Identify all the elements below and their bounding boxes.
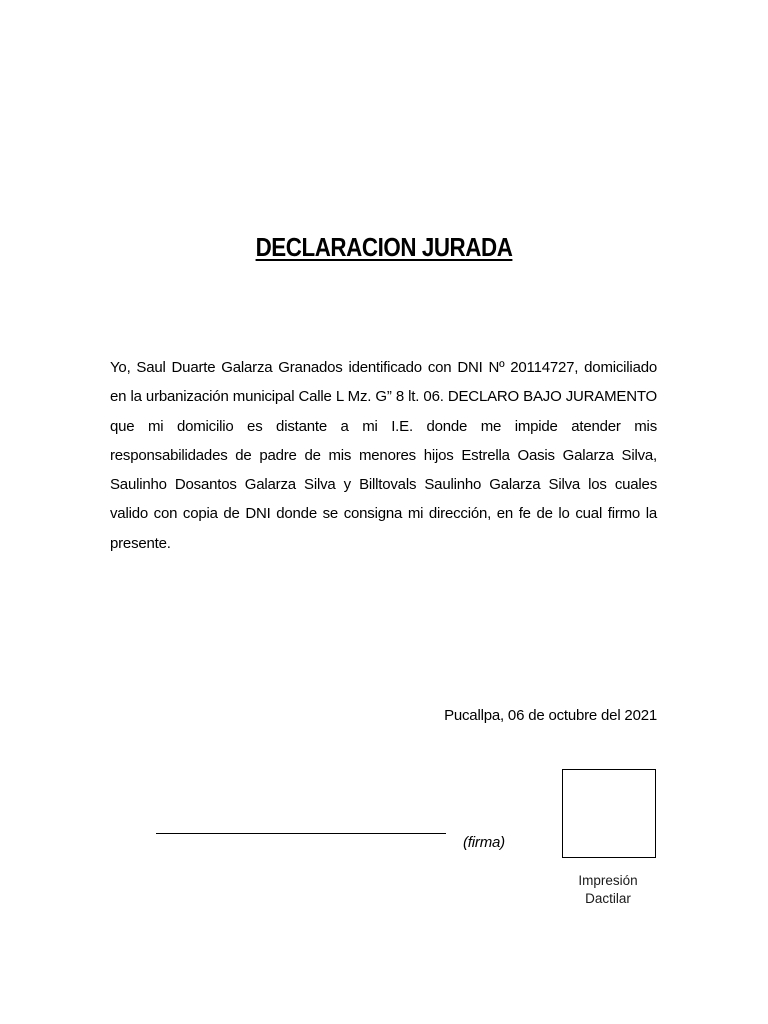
document-title: DECLARACION JURADA (255, 232, 513, 262)
signature-line (156, 833, 446, 834)
declaration-body: Yo, Saul Duarte Galarza Granados identificado con DNI Nº 20114727, domiciliado en la urbanización municipal Calle L Mz. G” 8 lt. 06. DECLARO BAJO JURAMENTO que mi domicilio es distante a mi I.E. donde me impide atender mis responsabilidades de padre de mis menores hijos Estrella Oasis Galarza Silva, Saulinho Dosantos Galarza Silva y Billtovals Saulinho Galarza Silva los cuales valido con copia de DNI donde se consigna mi dirección, en fe de lo cual firmo la presente. (110, 359, 657, 552)
fingerprint-label-line1: Impresión (578, 873, 638, 888)
fingerprint-box (562, 769, 656, 858)
fingerprint-label (558, 872, 658, 908)
signature-label: (firma) (463, 834, 505, 851)
fingerprint-label-line2: Dactilar (585, 891, 631, 906)
place-date: Pucallpa, 06 de octubre del 2021 (444, 707, 657, 724)
